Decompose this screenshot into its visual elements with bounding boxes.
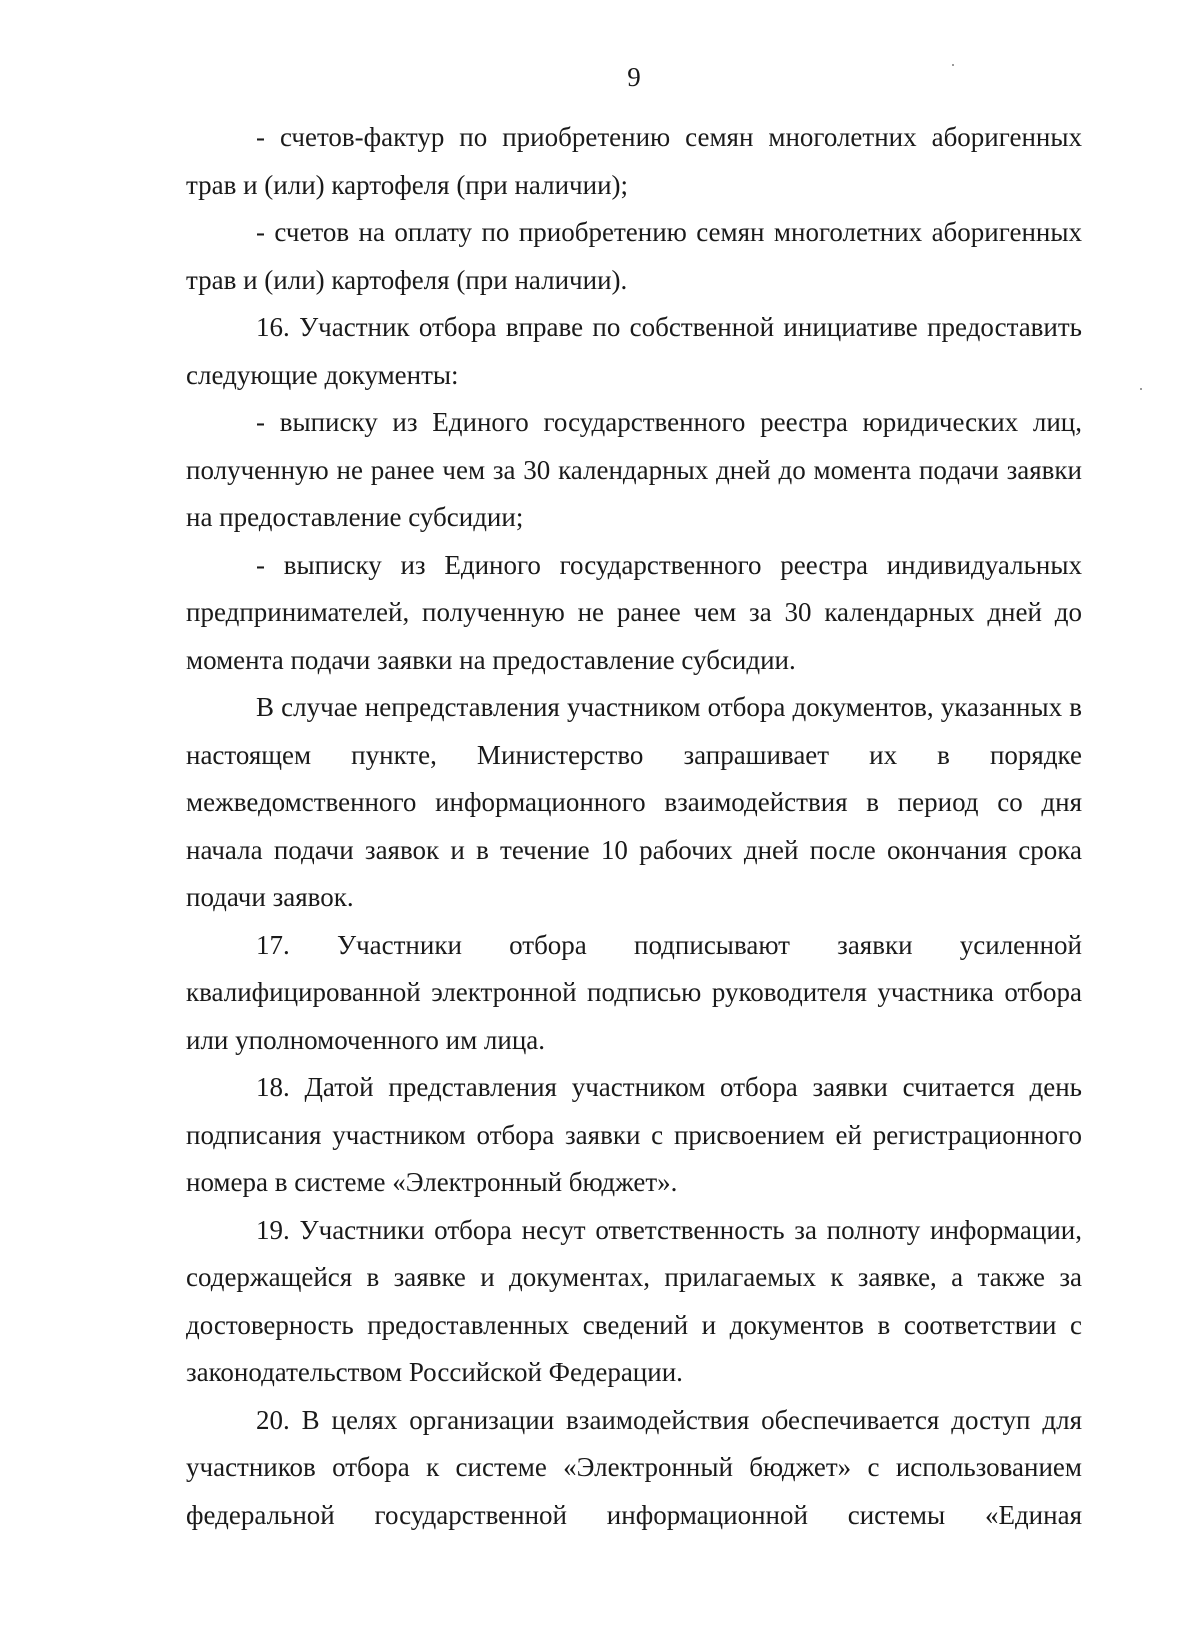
- paragraph-clause-17: 17. Участники отбора подписывают заявки усиленной квалифицированной электронной подписью руководителя участника отбора или уполномоченного им лица.: [186, 929, 1082, 1055]
- page-number: 9: [627, 62, 641, 92]
- paragraph-clause-18: 18. Датой представления участником отбора заявки считается день подписания участником отбора заявки с присвоением ей регистрационного номера в системе «Электронный бюджет».: [186, 1072, 1082, 1197]
- scan-speck: [1140, 388, 1142, 390]
- paragraph-legal-entities-extract: - выписку из Единого государственного реестра юридических лиц, полученную не ранее чем за 30 календарных дней до момента подачи заявки на предоставление субсидии;: [186, 407, 1082, 532]
- document-body: [186, 114, 1082, 1539]
- paragraph-interagency-request: В случае непредставления участником отбора документов, указанных в настоящем пункте, Министерство запрашивает их в порядке межведомственного информационного взаимодействия в период со дня начала подачи заявок и в течение 10 рабочих дней после окончания срока подачи заявок.: [186, 692, 1082, 912]
- scan-speck: [952, 64, 954, 66]
- paragraph-entrepreneurs-extract: - выписку из Единого государственного реестра индивидуальных предпринимателей, полученную не ранее чем за 30 календарных дней до момента подачи заявки на предоставление субсидии.: [186, 549, 1082, 675]
- paragraph-payment-bills: - счетов на оплату по приобретению семян многолетних аборигенных трав и (или) картофеля (при наличии).: [186, 217, 1082, 295]
- paragraph-invoices: - счетов-фактур по приобретению семян многолетних аборигенных трав и (или) картофеля (при наличии);: [186, 122, 1082, 200]
- paragraph-clause-19: 19. Участники отбора несут ответственность за полноту информации, содержащейся в заявке и документах, прилагаемых к заявке, а также за достоверность предоставленных сведений и документов в соответствии с законодательством Российской Федерации.: [186, 1214, 1082, 1387]
- paragraph-clause-16: 16. Участник отбора вправе по собственной инициативе предоставить следующие документы:: [186, 312, 1082, 390]
- paragraph-clause-20: 20. В целях организации взаимодействия обеспечивается доступ для участников отбора к системе «Электронный бюджет» с использованием федеральной государственной информационной системы «Единая: [186, 1404, 1082, 1530]
